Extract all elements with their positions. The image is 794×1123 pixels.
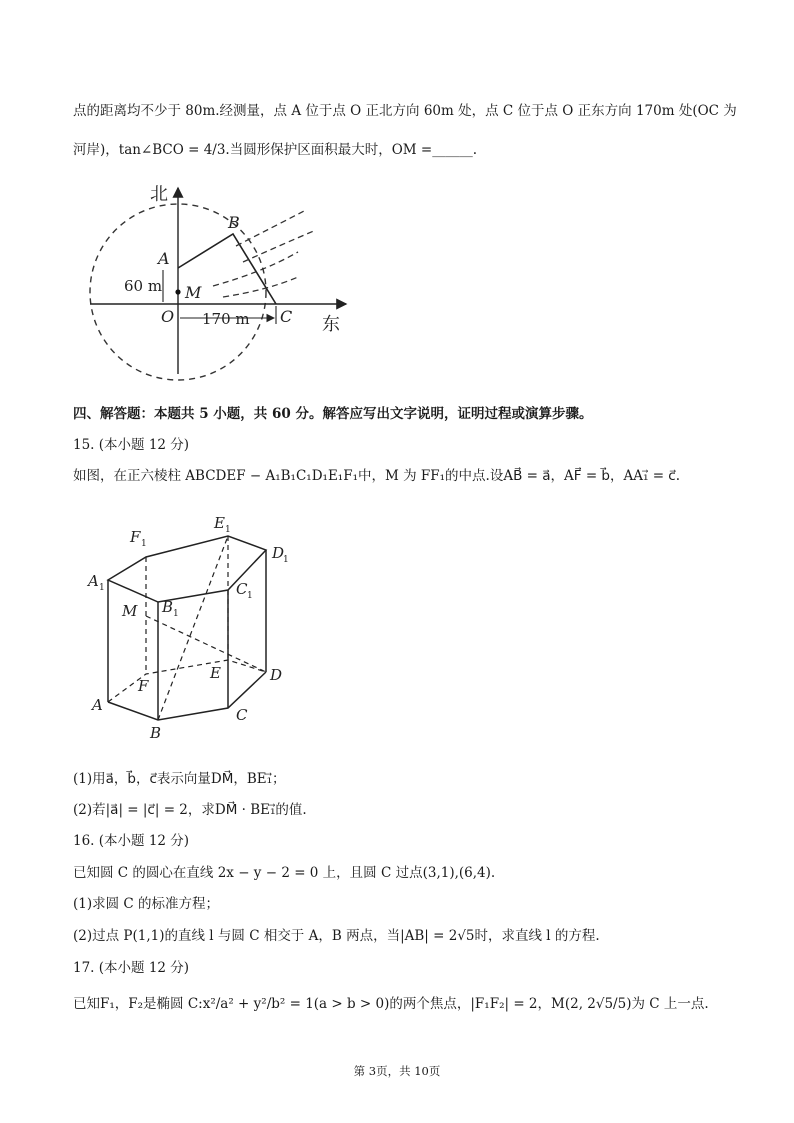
label-C: C xyxy=(280,307,293,326)
q14-text-line2: 河岸)，tan∠BCO = 4/3.当圆形保护区面积最大时，OM =______. xyxy=(73,142,478,158)
label-M: M xyxy=(185,283,202,302)
label-M: M xyxy=(122,602,138,620)
q15-stem: 如图，在正六棱柱 ABCDEF − A₁B₁C₁D₁E₁F₁中，M 为 FF₁的中点.设AB⃗ = a⃗，AF⃗ = b⃗，AA₁⃗ = c⃗. xyxy=(73,468,681,484)
label-60m: 60 m xyxy=(124,277,163,295)
figure-hexagonal-prism xyxy=(86,512,296,744)
label-C1: C xyxy=(236,580,248,598)
figure-circle-protection-zone xyxy=(88,182,353,382)
q17-heading: 17. (本小题 12 分) xyxy=(73,960,190,976)
label-F: F xyxy=(138,677,149,695)
label-E1: E xyxy=(214,514,225,532)
label-D: D xyxy=(270,666,283,684)
label-A: A xyxy=(158,249,170,268)
label-F1: F xyxy=(130,528,141,546)
svg-text:1: 1 xyxy=(99,583,105,593)
q16-stem: 已知圆 C 的圆心在直线 2x − y − 2 = 0 上，且圆 C 过点(3,1),(6,4). xyxy=(73,865,496,881)
label-B: B xyxy=(150,724,162,742)
label-A: A xyxy=(92,696,103,714)
label-B1: B xyxy=(162,598,174,616)
q14-text-line1: 点的距离均不少于 80m.经测量，点 A 位于点 O 正北方向 60m 处，点 C 位于点 O 正东方向 170m 处(OC 为 xyxy=(73,103,737,119)
q15-heading: 15. (本小题 12 分) xyxy=(73,437,190,453)
q16-heading: 16. (本小题 12 分) xyxy=(73,833,190,849)
q16-part2: (2)过点 P(1,1)的直线 l 与圆 C 相交于 A，B 两点，当|AB| = 2√5时，求直线 l 的方程. xyxy=(73,928,600,944)
svg-text:1: 1 xyxy=(225,525,231,535)
q17-stem: 已知F₁，F₂是椭圆 C:x²/a² + y²/b² = 1(a > b > 0)的两个焦点，|F₁F₂| = 2，M(2, 2√5/5)为 C 上一点. xyxy=(73,996,709,1012)
q15-part2: (2)若|a⃗| = |c⃗| = 2，求DM⃗ · BE₁⃗的值. xyxy=(73,802,307,818)
label-east: 东 xyxy=(322,314,340,335)
svg-text:1: 1 xyxy=(173,609,179,619)
label-C: C xyxy=(236,706,248,724)
label-170m: 170 m xyxy=(202,310,250,328)
label-E: E xyxy=(210,664,221,682)
label-D1: D xyxy=(272,544,285,562)
label-O: O xyxy=(161,307,175,326)
label-north: 北 xyxy=(150,184,168,205)
page-footer: 第 3页，共 10页 xyxy=(353,1064,441,1078)
q16-part1: (1)求圆 C 的标准方程； xyxy=(73,896,220,912)
svg-text:1: 1 xyxy=(283,555,289,565)
q15-part1: (1)用a⃗，b⃗，c⃗表示向量DM⃗，BE₁⃗； xyxy=(73,771,286,787)
svg-text:1: 1 xyxy=(247,591,253,601)
svg-text:1: 1 xyxy=(141,539,147,549)
section-4-header: 四、解答题：本题共 5 小题，共 60 分。解答应写出文字说明，证明过程或演算步骤。 xyxy=(73,406,593,422)
label-A1: A xyxy=(88,572,99,590)
label-B: B xyxy=(228,213,240,232)
